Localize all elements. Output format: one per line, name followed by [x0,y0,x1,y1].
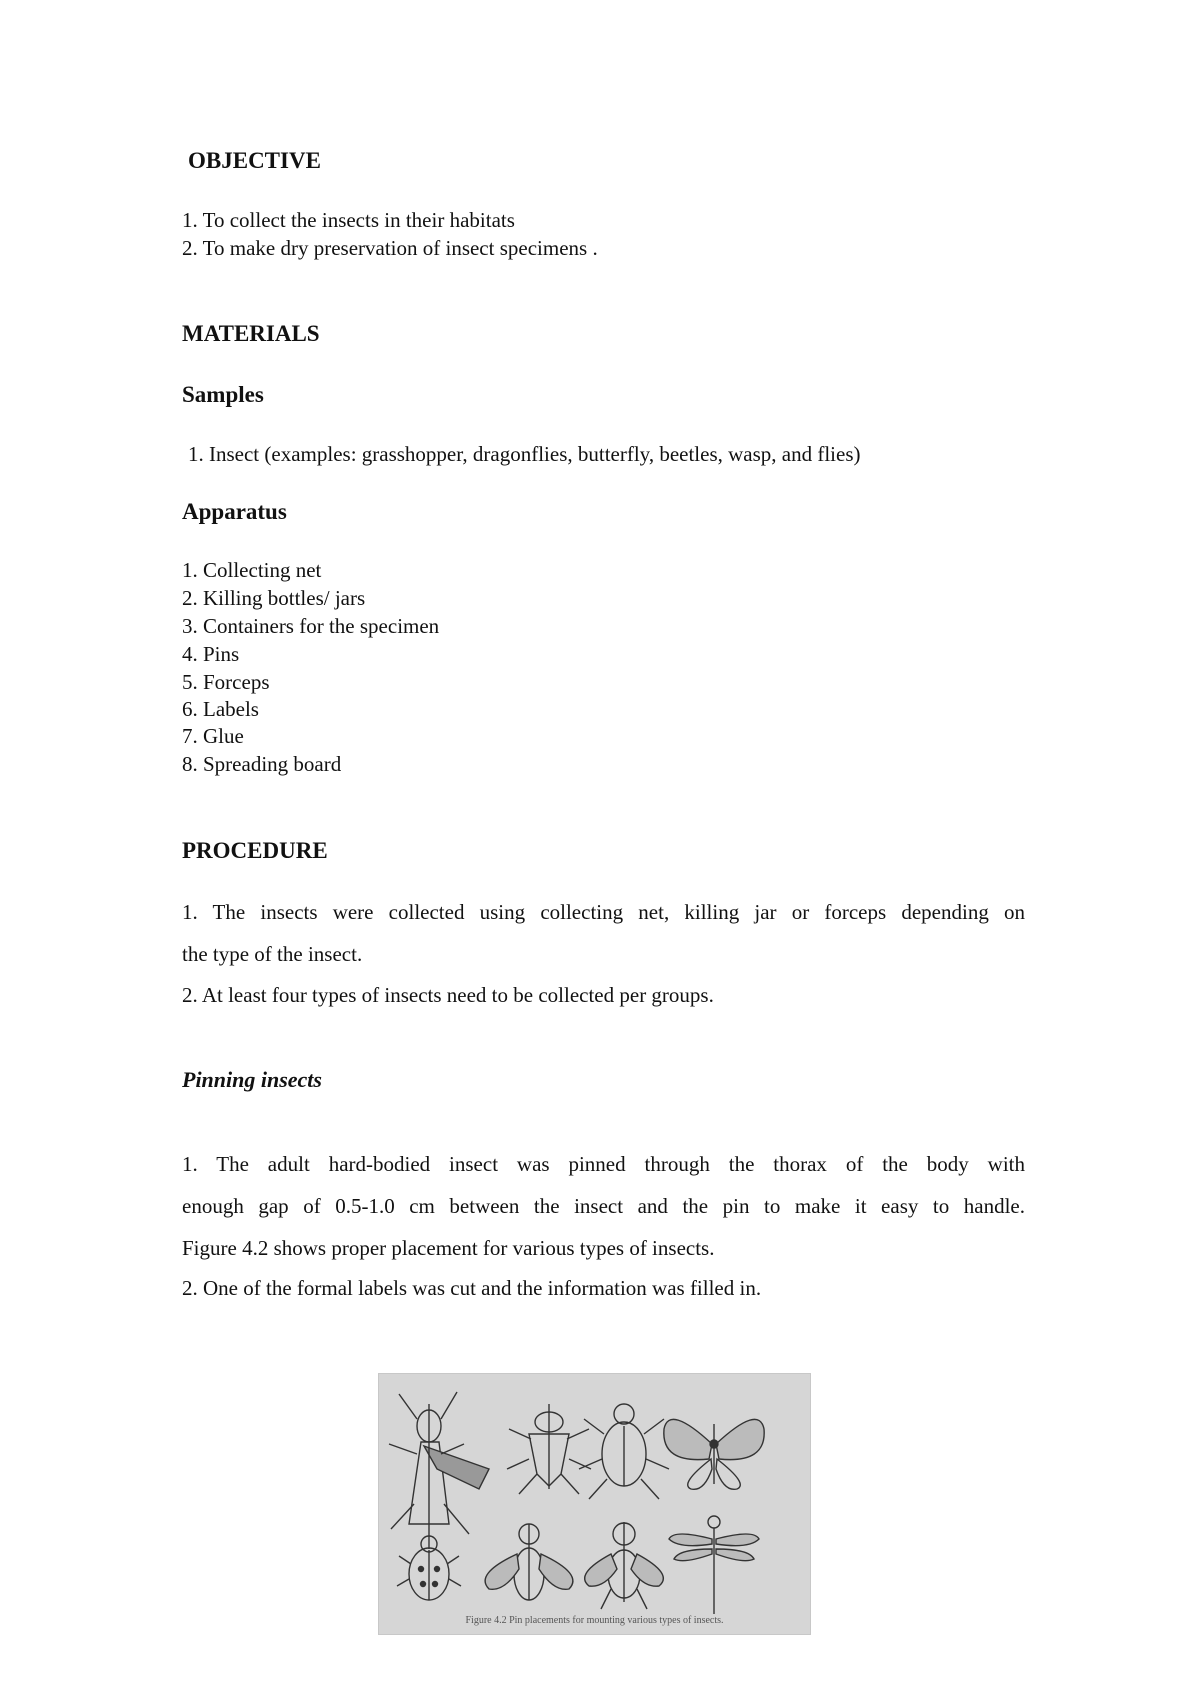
pinning-step-2: 2. One of the formal labels was cut and the information was filled in. [182,1276,762,1300]
pinning-step-1-line-1: 1. The adult hard-bodied insect was pinned through the thorax of the body with [182,1152,1025,1176]
pinning-step-1-line-3: Figure 4.2 shows proper placement for various types of insects. [182,1236,715,1260]
beetle-illustration [579,1404,669,1499]
insect-pinning-figure [378,1373,811,1635]
apparatus-item-6: 6. Labels [182,697,259,721]
figure-caption: Figure 4.2 Pin placements for mounting various types of insects. [465,1615,724,1626]
materials-heading: MATERIALS [182,321,320,346]
objective-item-2: 2. To make dry preservation of insect specimens . [182,236,598,260]
apparatus-item-5: 5. Forceps [182,670,270,694]
insect-illustrations [379,1374,812,1636]
bug-illustration [507,1404,591,1494]
procedure-step-1-line-1: 1. The insects were collected using collecting net, killing jar or forceps depending on [182,900,1025,924]
procedure-step-2: 2. At least four types of insects need to be collected per groups. [182,983,714,1007]
pinning-heading: Pinning insects [182,1067,322,1092]
pinning-step-1-line-2: enough gap of 0.5-1.0 cm between the insect and the pin to make it easy to handle. [182,1194,1025,1218]
apparatus-item-8: 8. Spreading board [182,752,342,776]
dragonfly-illustration [669,1516,759,1614]
moth-illustration [664,1419,764,1489]
wasp-illustration [585,1522,664,1609]
grasshopper-illustration [389,1392,489,1549]
fly-illustration [485,1524,573,1600]
procedure-heading: PROCEDURE [182,838,328,863]
samples-item-1: 1. Insect (examples: grasshopper, dragonflies, butterfly, beetles, wasp, and flies) [188,442,861,466]
procedure-step-1 [182,891,1025,975]
apparatus-item-4: 4. Pins [182,642,240,666]
apparatus-item-7: 7. Glue [182,724,244,748]
apparatus-heading: Apparatus [182,499,287,524]
pinning-step-1 [182,1143,1025,1269]
objective-item-1: 1. To collect the insects in their habitats [182,208,515,232]
objective-heading: OBJECTIVE [188,148,321,173]
apparatus-item-2: 2. Killing bottles/ jars [182,586,366,610]
procedure-step-1-line-2: the type of the insect. [182,942,363,966]
apparatus-item-3: 3. Containers for the specimen [182,614,440,638]
samples-heading: Samples [182,382,264,407]
apparatus-item-1: 1. Collecting net [182,558,322,582]
